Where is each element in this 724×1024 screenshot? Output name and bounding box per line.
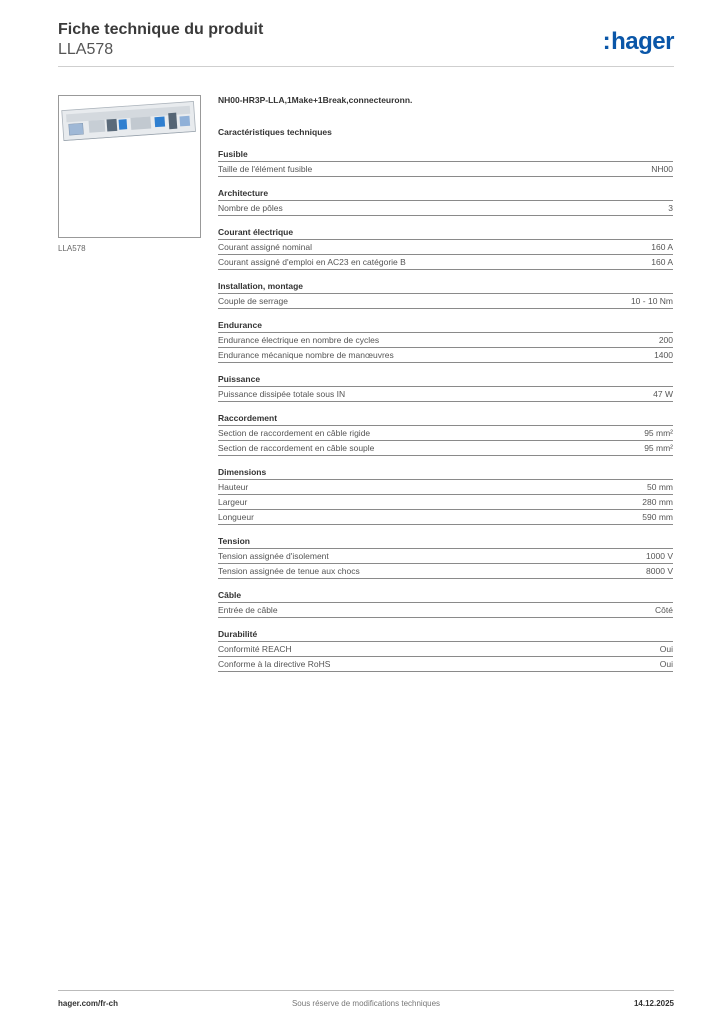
spec-value: 10 - 10 Nm — [630, 296, 673, 306]
product-name: NH00-HR3P-LLA,1Make+1Break,connecteuronn. — [218, 95, 413, 105]
spec-value: 160 A — [651, 257, 673, 267]
spec-group — [218, 373, 673, 402]
spec-label: Conforme à la directive RoHS — [218, 659, 331, 669]
spec-row — [218, 294, 673, 309]
footer-disclaimer: Sous réserve de modifications techniques — [291, 999, 441, 1008]
spec-group-title: Courant électrique — [218, 226, 673, 240]
spec-value: Côté — [655, 605, 673, 615]
spec-value: 3 — [668, 203, 673, 213]
footer-website-link[interactable]: hager.com/fr-ch — [58, 999, 119, 1008]
spec-content — [218, 93, 673, 682]
spec-value: Oui — [659, 659, 673, 669]
spec-value: 280 mm — [642, 497, 673, 507]
spec-group — [218, 280, 673, 309]
footer-date: 14.12.2025 — [633, 999, 674, 1008]
spec-group-title: Dimensions — [218, 466, 673, 480]
spec-group — [218, 589, 673, 618]
spec-group — [218, 535, 673, 579]
spec-row — [218, 348, 673, 363]
spec-row — [218, 480, 673, 495]
spec-row — [218, 495, 673, 510]
spec-value: NH00 — [651, 164, 673, 174]
spec-group-title: Tension — [218, 535, 673, 549]
spec-value: Oui — [659, 644, 673, 654]
spec-label: Courant assigné nominal — [218, 242, 313, 252]
spec-row — [218, 240, 673, 255]
spec-row — [218, 333, 673, 348]
spec-row — [218, 387, 673, 402]
fuse-switch-illustration — [59, 96, 200, 237]
spec-label: Section de raccordement en câble souple — [218, 443, 375, 453]
spec-group — [218, 148, 673, 177]
spec-value: 1000 V — [646, 551, 673, 561]
spec-value: 160 A — [651, 242, 673, 252]
spec-group — [218, 628, 673, 672]
spec-label: Largeur — [218, 497, 248, 507]
spec-label: Taille de l'élément fusible — [218, 164, 313, 174]
hager-logo[interactable] — [603, 28, 674, 56]
spec-group — [218, 187, 673, 216]
spec-row — [218, 564, 673, 579]
spec-row — [218, 201, 673, 216]
spec-label: Conformité REACH — [218, 644, 292, 654]
spec-row — [218, 603, 673, 618]
page-header — [58, 20, 674, 60]
spec-value: 47 W — [653, 389, 673, 399]
spec-label: Puissance dissipée totale sous IN — [218, 389, 346, 399]
spec-group-title: Câble — [218, 589, 673, 603]
spec-group — [218, 466, 673, 525]
spec-label: Endurance mécanique nombre de manœuvres — [218, 350, 394, 360]
spec-label: Endurance électrique en nombre de cycles — [218, 335, 380, 345]
spec-value: 95 mm² — [644, 428, 673, 438]
spec-label: Tension assignée de tenue aux chocs — [218, 566, 360, 576]
spec-label: Tension assignée d'isolement — [218, 551, 329, 561]
spec-group-title: Raccordement — [218, 412, 673, 426]
product-image — [58, 95, 201, 238]
spec-row — [218, 255, 673, 270]
spec-row — [218, 441, 673, 456]
spec-row — [218, 642, 673, 657]
spec-group-title: Puissance — [218, 373, 673, 387]
spec-row — [218, 426, 673, 441]
spec-value: 200 — [658, 335, 673, 345]
spec-label: Nombre de pôles — [218, 203, 283, 213]
spec-value: 50 mm — [647, 482, 673, 492]
spec-value: 1400 — [654, 350, 673, 360]
spec-row — [218, 162, 673, 177]
spec-group-title: Durabilité — [218, 628, 673, 642]
spec-group — [218, 319, 673, 363]
footer-divider — [58, 990, 674, 991]
spec-group-title: Architecture — [218, 187, 673, 201]
spec-group — [218, 412, 673, 456]
spec-group-title: Installation, montage — [218, 280, 673, 294]
spec-group — [218, 226, 673, 270]
document-title: Fiche technique du produit — [58, 21, 264, 38]
product-reference: LLA578 — [58, 41, 114, 58]
image-caption: LLA578 — [58, 244, 86, 253]
spec-row — [218, 510, 673, 525]
logo-prefix: : — [602, 28, 611, 55]
header-divider — [58, 66, 674, 67]
spec-label: Longueur — [218, 512, 254, 522]
spec-value: 95 mm² — [644, 443, 673, 453]
specs-heading: Caractéristiques techniques — [218, 127, 332, 137]
spec-row — [218, 657, 673, 672]
spec-label: Courant assigné d'emploi en AC23 en catégorie B — [218, 257, 406, 267]
spec-label: Couple de serrage — [218, 296, 288, 306]
spec-row — [218, 549, 673, 564]
spec-group-title: Fusible — [218, 148, 673, 162]
spec-label: Entrée de câble — [218, 605, 278, 615]
spec-value: 590 mm — [642, 512, 673, 522]
spec-groups — [218, 148, 673, 672]
spec-group-title: Endurance — [218, 319, 673, 333]
spec-label: Hauteur — [218, 482, 249, 492]
spec-value: 8000 V — [646, 566, 673, 576]
spec-label: Section de raccordement en câble rigide — [218, 428, 371, 438]
logo-text: hager — [611, 28, 674, 55]
